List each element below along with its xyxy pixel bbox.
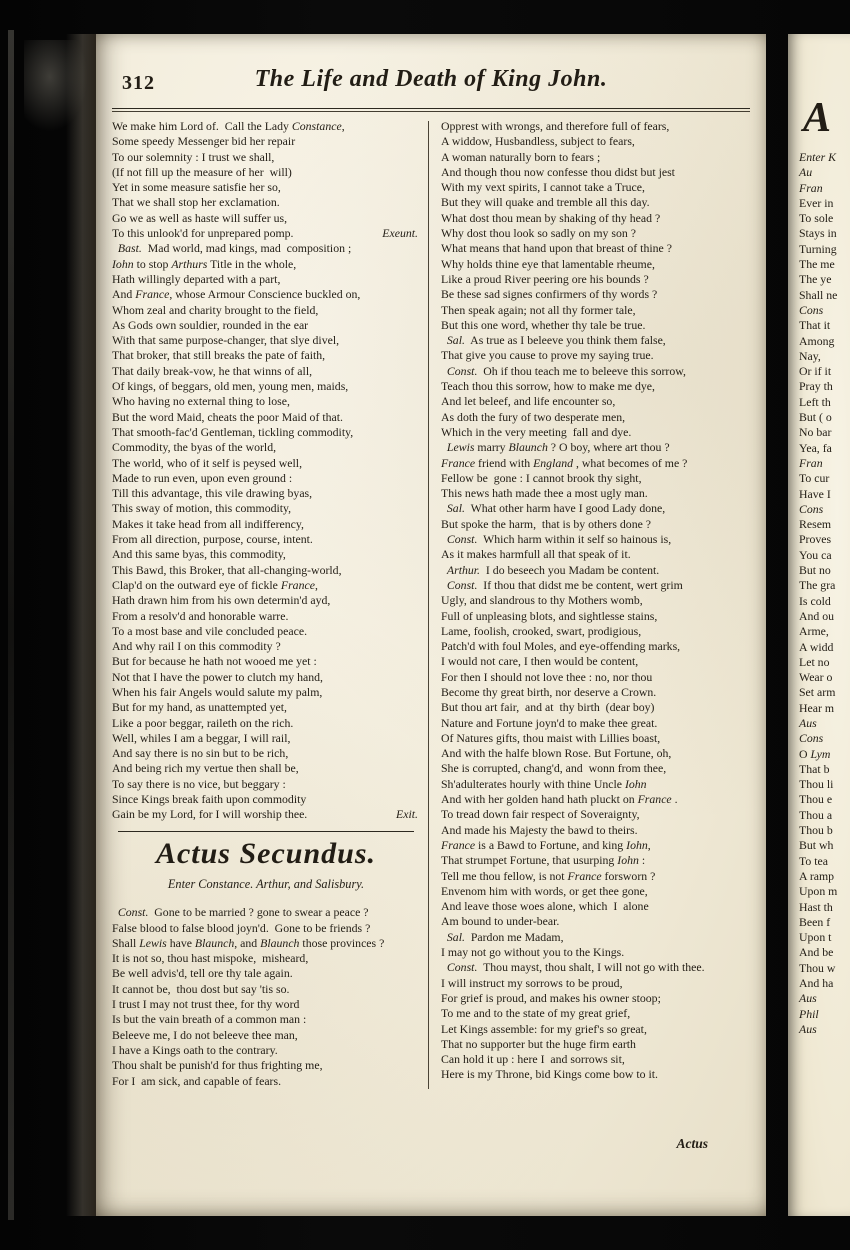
right-column [437, 119, 745, 1089]
adjacent-page-text-fragment: Been f [799, 914, 831, 929]
verse-line: A widdow, Husbandless, subject to fears, [441, 134, 635, 149]
adjacent-page-text-fragment: Aus [799, 1021, 817, 1036]
verse-line: And with her golden hand hath pluckt on France . [441, 792, 678, 807]
verse-line: Sh'adulterates hourly with thine Uncle Iohn [441, 776, 647, 791]
verse-line: Made to run even, upon even ground : [112, 470, 293, 485]
verse-line: But for my hand, as unattempted yet, [112, 700, 287, 715]
page-title: The Life and Death of King John. [254, 66, 608, 92]
verse-line: Whom zeal and charity brought to the field, [112, 302, 319, 317]
verse-line: For grief is proud, and makes his owner stoop; [441, 990, 661, 1005]
verse-line: Of kings, of beggars, old men, young men, maids, [112, 379, 349, 394]
verse-line: Const. Which harm within it self so hainous is, [446, 532, 672, 547]
adjacent-page-text-fragment: Hast th [799, 899, 833, 914]
verse-line: Full of unpleasing blots, and sightlesse stains, [441, 608, 658, 623]
verse-line: But spoke the harm, that is by others done ? [441, 516, 652, 531]
adjacent-page-text-fragment: The ye [799, 272, 832, 287]
verse-line: To say there is no vice, but beggary : [112, 776, 286, 791]
verse-line: Makes it take head from all indifferency, [112, 516, 304, 531]
running-header [96, 34, 766, 108]
verse-line: And why rail I on this commodity ? [112, 639, 281, 654]
verse-line: And France, whose Armour Conscience buckled on, [112, 287, 361, 302]
verse-line: And with the halfe blown Rose. But Fortune, oh, [441, 746, 672, 761]
verse-line: Sal. What other harm have I good Lady done, [446, 501, 666, 516]
adjacent-page-text-fragment: Fran [799, 455, 823, 470]
verse-line: Const. Oh if thou teach me to beleeve this sorrow, [446, 363, 686, 378]
adjacent-page-text-fragment: A widd [799, 639, 834, 654]
verse-line: Be well advis'd, tell ore thy tale again. [112, 966, 293, 981]
verse-line: Till this advantage, this vile drawing byas, [112, 486, 313, 501]
verse-line: Const. If thou that didst me be content, wert grim [446, 577, 683, 592]
adjacent-page-text-fragment: Upon t [799, 930, 832, 945]
verse-line: Why dost thou look so sadly on my son ? [441, 226, 636, 241]
adjacent-page-text-fragment: Aus [799, 991, 817, 1006]
verse-line: To me and to the state of my great grief, [441, 1006, 631, 1021]
adjacent-page-text-fragment: Wear o [799, 670, 833, 685]
left-column [112, 119, 420, 1089]
adjacent-page-text-fragment: That b [799, 761, 830, 776]
adjacent-page-text-fragment: Left th [799, 394, 831, 409]
adjacent-page-text-fragment: Thou e [799, 792, 833, 807]
section-rule [118, 831, 414, 832]
adjacent-page-text-fragment: To cur [799, 471, 830, 486]
verse-line: Tell me thou fellow, is not France forsworn ? [441, 868, 656, 883]
verse-line: That daily break-vow, he that winns of all, [112, 363, 313, 378]
adjacent-page-text-fragment: Nay, [799, 348, 821, 363]
verse-line: Sal. Pardon me Madam, [446, 929, 564, 944]
adjacent-page-text-fragment: A ramp [799, 868, 835, 883]
adjacent-page-text-fragment: Is cold [799, 593, 831, 608]
verse-line: And being rich my vertue then shall be, [112, 761, 299, 776]
right-page-sliver [788, 34, 850, 1216]
verse-line: Nature and Fortune joyn'd to make thee great. [441, 715, 658, 730]
verse-line: Commodity, the byas of the world, [112, 440, 277, 455]
verse-line: I would not care, I then would be content, [441, 654, 639, 669]
stage-direction: Exit. [396, 807, 418, 822]
verse-line: For I am sick, and capable of fears. [112, 1073, 282, 1088]
adjacent-page-text-fragment: And ha [799, 976, 834, 991]
verse-line: France friend with England , what becomes of me ? [441, 455, 688, 470]
verse-line: Since Kings break faith upon commodity [112, 792, 307, 807]
verse-line: Lewis marry Blaunch ? O boy, where art thou ? [446, 440, 670, 455]
verse-line: I may not go without you to the Kings. [441, 945, 625, 960]
verse-line: Can hold it up : here I and sorrows sit, [441, 1052, 625, 1067]
verse-line: Sal. As true as I beleeve you think them false, [446, 333, 666, 348]
adjacent-page-text-fragment: Pray th [799, 379, 833, 394]
adjacent-page-text-fragment: Shall ne [799, 287, 838, 302]
adjacent-page-text-fragment: But ( o [799, 410, 832, 425]
verse-line: Clap'd on the outward eye of fickle France, [112, 577, 318, 592]
adjacent-page-text-fragment: Yea, fa [799, 440, 832, 455]
verse-line: But this one word, whether thy tale be true. [441, 317, 646, 332]
verse-line: With my vext spirits, I cannot take a Truce, [441, 180, 645, 195]
act-title: Actus Secundus. [155, 836, 377, 870]
verse-line: Go we as well as haste will suffer us, [112, 210, 288, 225]
adjacent-page-text-fragment: Fran [799, 180, 823, 195]
verse-line: To tread down fair respect of Soveraignty, [441, 807, 640, 822]
verse-line: I will instruct my sorrows to be proud, [441, 975, 623, 990]
adjacent-page-text-fragment: Resem [799, 517, 832, 532]
verse-line: (If not fill up the measure of her will) [112, 164, 292, 179]
adjacent-page-text-fragment: Among [799, 333, 835, 348]
adjacent-page-text-fragment: O Lym [799, 746, 831, 761]
verse-line: I trust I may not trust thee, for thy word [112, 997, 300, 1012]
adjacent-page-text-fragment: That it [799, 318, 831, 333]
verse-line: But they will quake and tremble all this day. [441, 195, 650, 210]
adjacent-page-text-fragment: Have I [799, 486, 831, 501]
verse-line: Beleeve me, I do not beleeve thee man, [112, 1027, 298, 1042]
adjacent-page-text-fragment: Or if it [799, 364, 832, 379]
verse-line: As it makes harmfull all that speak of it. [441, 547, 631, 562]
verse-line: We make him Lord of. Call the Lady Constance, [112, 119, 345, 133]
adjacent-page-text-fragment: Enter K [799, 150, 837, 164]
verse-line: And let beleef, and life encounter so, [441, 394, 616, 409]
verse-line: Const. Gone to be married ? gone to swear a peace ? [117, 905, 369, 920]
act-heading-section [116, 831, 416, 870]
verse-line: She is corrupted, chang'd, and wonn from thee, [441, 761, 667, 776]
adjacent-page-text-fragment: To sole [799, 211, 834, 226]
verse-line: This Bawd, this Broker, that all-changing-world, [112, 562, 342, 577]
verse-line: But for because he hath not wooed me yet : [112, 654, 317, 669]
verse-line: False blood to false blood joyn'd. Gone to be friends ? [112, 920, 371, 935]
verse-line: Thou shalt be punish'd for thus frighting me, [112, 1058, 323, 1073]
adjacent-page-text-fragment: Thou w [799, 960, 836, 975]
adjacent-page-text-fragment: Let no [799, 654, 830, 669]
verse-line: What dost thou mean by shaking of thy head ? [441, 210, 661, 225]
verse-line: Lame, foolish, crooked, swart, prodigious, [441, 623, 642, 638]
verse-line: Hath willingly departed with a part, [112, 271, 281, 286]
adjacent-page-text-fragment: Cons [799, 501, 824, 516]
verse-line: To this unlook'd for unprepared pomp. Exeunt. [112, 226, 418, 241]
verse-line: Teach thou this sorrow, how to make me dye, [441, 379, 655, 394]
verse-line: And though thou now confesse thou didst but jest [441, 164, 675, 179]
verse-line: That smooth-fac'd Gentleman, tickling commodity, [112, 424, 354, 439]
adjacent-page-text-fragment: You ca [799, 547, 832, 562]
verse-line: Be these sad signes confirmers of thy words ? [441, 287, 658, 302]
stacked-page-edges [66, 34, 96, 1216]
verse-line: Then speak again; not all thy former tale, [441, 302, 636, 317]
column-rule [428, 121, 429, 1089]
adjacent-page-text-fragment: Phil [799, 1006, 819, 1021]
adjacent-page-text-fragment: Aus [799, 715, 817, 730]
verse-line: This news hath made thee a most ugly man. [441, 486, 648, 501]
verse-line: That broker, that still breaks the pate of faith, [112, 348, 326, 363]
catchword: Actus [676, 1136, 708, 1151]
book-spine-edge [8, 30, 14, 1220]
verse-line: And made his Majesty the bawd to theirs. [441, 822, 638, 837]
verse-line: With that same purpose-changer, that slye divel, [112, 333, 340, 348]
adjacent-page-text-fragment: Proves [799, 532, 832, 547]
adjacent-page-text-fragment: Cons [799, 731, 824, 746]
adjacent-page-text-fragment: Thou b [799, 823, 833, 838]
verse-line: And this same byas, this commodity, [112, 547, 286, 562]
adjacent-page-text-fragment: To tea [799, 853, 828, 868]
verse-line: That we shall stop her exclamation. [112, 195, 280, 210]
verse-line: Here is my Throne, bid Kings come bow to it. [441, 1067, 659, 1082]
adjacent-page-text-fragment: The gra [799, 578, 836, 593]
adjacent-page-text-fragment: Arme, [799, 624, 829, 639]
verse-line: As Gods own souldier, rounded in the ear [112, 317, 309, 332]
verse-line: I have a Kings oath to the contrary. [112, 1042, 278, 1057]
verse-line: For then I should not love thee : no, nor thou [441, 669, 653, 684]
verse-line: Fellow be gone : I cannot brook thy sight, [441, 470, 642, 485]
verse-line: From a resolv'd and honorable warre. [112, 608, 289, 623]
verse-line: What means that hand upon that breast of thine ? [441, 241, 672, 256]
verse-line: Is but the vain breath of a common man : [112, 1012, 307, 1027]
verse-line: And leave those woes alone, which I alone [441, 899, 649, 914]
adjacent-page-text-fragment: Turning [799, 241, 837, 256]
verse-line: Envenom him with words, or get thee gone, [441, 883, 648, 898]
adjacent-page-text-fragment: The me [799, 257, 835, 272]
verse-line: Become thy great birth, nor deserve a Crown. [441, 684, 657, 699]
verse-line: Not that I have the power to clutch my hand, [112, 669, 323, 684]
verse-line: Ugly, and slandrous to thy Mothers womb, [441, 593, 643, 608]
verse-line: As doth the fury of two desperate men, [441, 409, 626, 424]
verse-line: Like a poor beggar, raileth on the rich. [112, 715, 294, 730]
verse-line: But thou art fair, and at thy birth (dear boy) [441, 700, 655, 715]
verse-line: Const. Thou mayst, thou shalt, I will not go with thee. [446, 960, 705, 975]
verse-line: That no supporter but the huge firm earth [441, 1036, 636, 1051]
verse-line: Of Natures gifts, thou maist with Lillies boast, [441, 730, 661, 745]
adjacent-page-text-fragment: Au [799, 165, 813, 180]
verse-line: Some speedy Messenger bid her repair [112, 134, 296, 149]
verse-line: Patch'd with foul Moles, and eye-offending marks, [441, 639, 681, 654]
verse-line: That strumpet Fortune, that usurping Iohn : [441, 853, 646, 868]
verse-line: To our solemnity : I trust we shall, [112, 149, 275, 164]
adjacent-page-text-fragment: And ou [799, 608, 835, 623]
text-columns [96, 112, 766, 1089]
adjacent-page-text-fragment: But wh [799, 838, 834, 853]
adjacent-page-text [799, 150, 850, 1037]
verse-line: Which in the very meeting fall and dye. [441, 424, 632, 439]
verse-line: Arthur. I do beseech you Madam be content. [446, 562, 660, 577]
verse-line: Gain be my Lord, for I will worship thee. Exit. [112, 807, 418, 822]
page-number: 312 [122, 72, 155, 94]
adjacent-page-text-fragment: No bar [799, 425, 832, 440]
adjacent-page-text-fragment: Set arm [799, 685, 836, 700]
adjacent-page-text-fragment: Stays in [799, 226, 837, 241]
verse-line: Who having no external thing to lose, [112, 394, 290, 409]
stage-direction: Exeunt. [382, 226, 418, 241]
verse-line: The world, who of it self is peysed well, [112, 455, 303, 470]
verse-line: To a most base and vile concluded peace. [112, 623, 308, 638]
decorative-initial: A [803, 95, 832, 141]
verse-line: France is a Bawd to Fortune, and king Iohn, [441, 837, 651, 852]
verse-line: But the word Maid, cheats the poor Maid of that. [112, 409, 343, 424]
verse-line: Bast. Mad world, mad kings, mad composition ; [117, 241, 352, 256]
adjacent-page-text-fragment: Hear m [799, 700, 835, 715]
verse-line: A woman naturally born to fears ; [441, 149, 601, 164]
verse-line: Opprest with wrongs, and therefore full of fears, [441, 119, 670, 133]
verse-line: It is not so, thou hast mispoke, misheard, [112, 951, 309, 966]
adjacent-page-text-fragment: Thou li [799, 777, 834, 792]
verse-line: Shall Lewis have Blaunch, and Blaunch those provinces ? [112, 935, 385, 950]
verse-line: Let Kings assemble: for my grief's so great, [441, 1021, 647, 1036]
stage-direction: Enter Constance. Arthur, and Salisbury. [167, 876, 365, 891]
verse-line: Like a proud River peering ore his bounds ? [441, 271, 649, 286]
verse-line: Why holds thine eye that lamentable rheume, [441, 256, 655, 271]
verse-line: Iohn to stop Arthurs Title in the whole, [112, 256, 297, 271]
verse-line: Well, whiles I am a beggar, I will rail, [112, 730, 291, 745]
adjacent-page-text-fragment: But no [799, 563, 831, 578]
verse-line: From all direction, purpose, course, intent. [112, 532, 313, 547]
verse-line: Am bound to under-bear. [441, 914, 560, 929]
verse-line: Yet in some measure satisfie her so, [112, 180, 281, 195]
adjacent-page-text-fragment: And be [799, 945, 834, 960]
adjacent-page-text-fragment: Upon m [799, 884, 838, 899]
verse-line: It cannot be, thou dost but say 'tis so. [112, 981, 290, 996]
verse-line: This sway of motion, this commodity, [112, 501, 292, 516]
adjacent-page-text-fragment: Ever in [799, 195, 834, 210]
verse-line: Hath drawn him from his own determin'd ayd, [112, 593, 331, 608]
verse-line: That give you cause to prove my saying true. [441, 348, 654, 363]
adjacent-page-text-fragment: Thou a [799, 807, 833, 822]
adjacent-page-text-fragment: Cons [799, 302, 824, 317]
verse-line: When his fair Angels would salute my palm, [112, 684, 323, 699]
verse-line: And say there is no sin but to be rich, [112, 746, 289, 761]
left-page [96, 34, 766, 1216]
